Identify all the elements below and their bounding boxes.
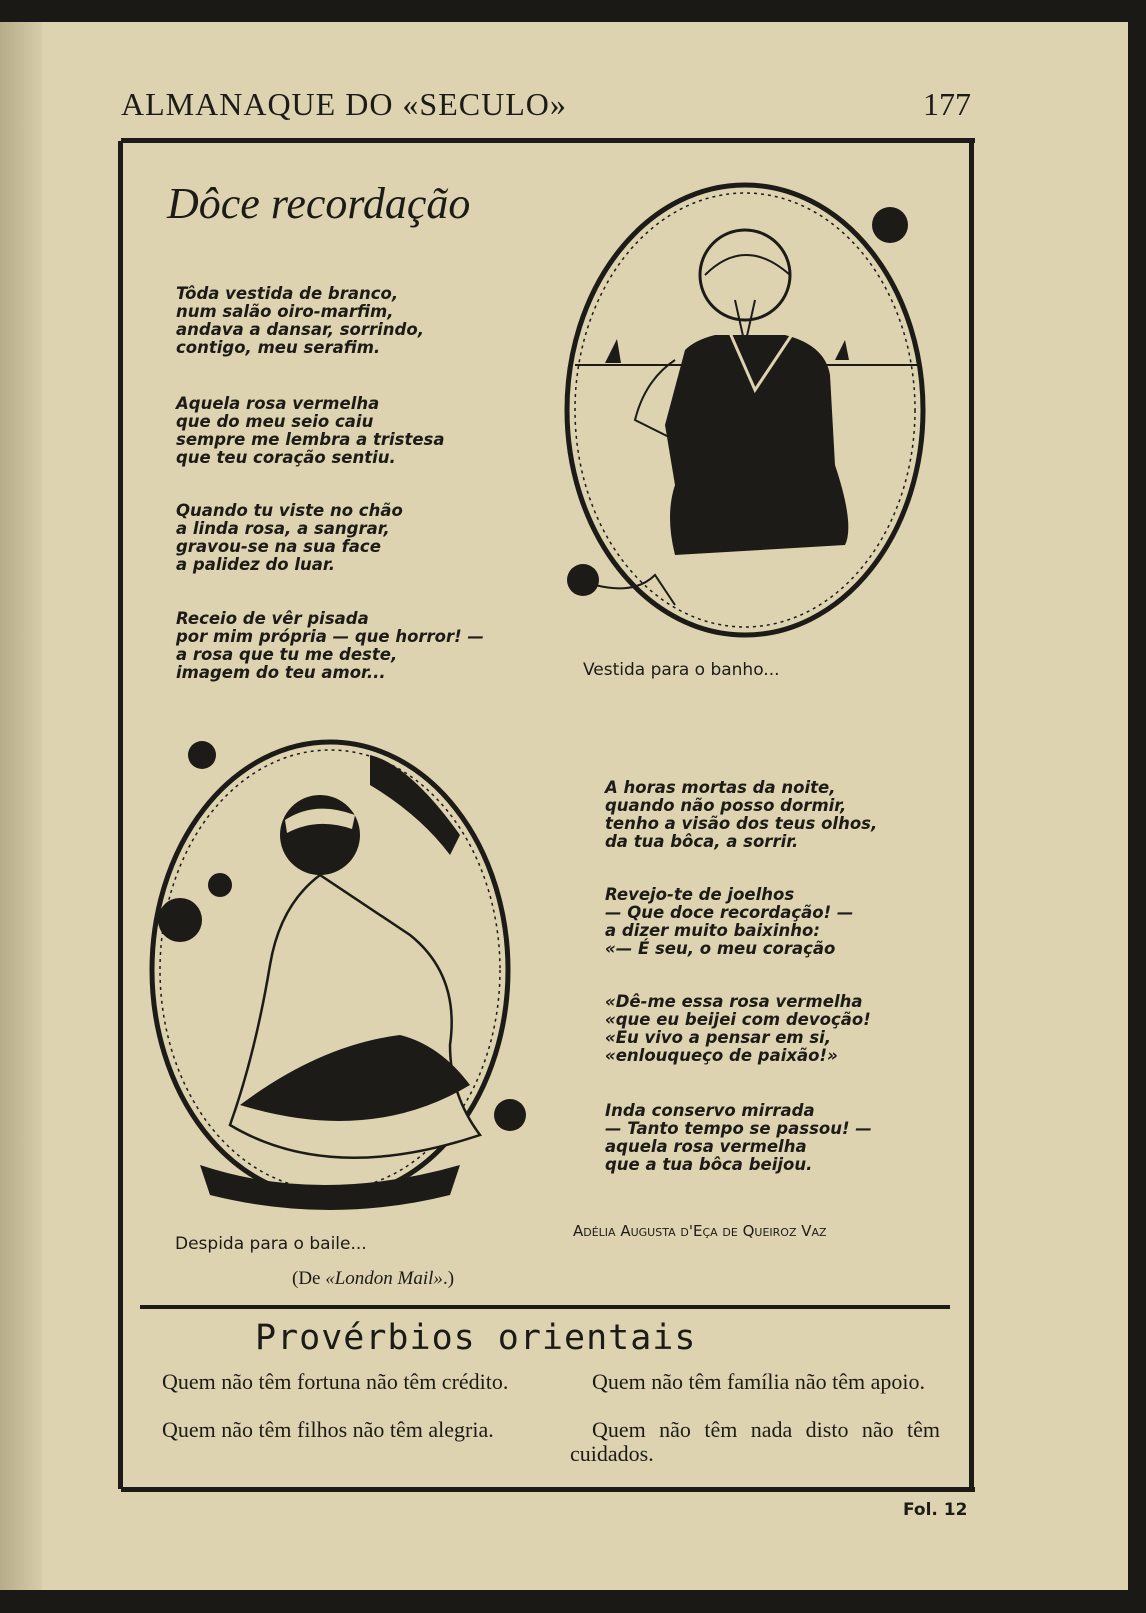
poem-line: Inda conservo mirrada — [605, 1101, 815, 1120]
proverbs-title: Provérbios orientais — [255, 1318, 697, 1358]
folio-mark: Fol. 12 — [903, 1500, 968, 1520]
poem-line: «Dê-me essa rosa vermelha — [605, 992, 863, 1011]
poem-stanza-6 — [605, 886, 853, 958]
credit-prefix: (De — [292, 1268, 326, 1289]
poem-line: «enlouqueço de paixão!» — [605, 1046, 838, 1065]
proverb-col-1-item-1: Quem não têm fortuna não têm crédito. — [162, 1369, 509, 1394]
poem-line: da tua bôca, a sorrir. — [605, 832, 799, 851]
credit-source: «London Mail» — [325, 1268, 443, 1289]
poem-line: aquela rosa vermelha — [605, 1137, 807, 1156]
poem-stanza-2 — [176, 395, 445, 467]
poem-line: que a tua bôca beijou. — [605, 1155, 813, 1174]
poem-title: Dôce recordação — [167, 179, 471, 228]
ball-gown-woman-illustration — [140, 735, 540, 1225]
poem-line: «Eu vivo a pensar em si, — [605, 1028, 832, 1047]
poem-line: que do meu seio caiu — [176, 412, 374, 431]
bathing-woman-illustration — [555, 180, 945, 660]
poem-line: a palidez do luar. — [176, 555, 335, 574]
poem-line: a rosa que tu me deste, — [176, 645, 398, 664]
poem-line: «— É seu, o meu coração — [605, 939, 836, 958]
poem-line: contigo, meu serafim. — [176, 338, 381, 357]
poem-line: gravou-se na sua face — [176, 537, 381, 556]
poem-author: Adélia Augusta d'Eça de Queiroz Vaz — [573, 1222, 827, 1240]
frame-top-rule — [121, 138, 975, 143]
poem-line: a linda rosa, a sangrar, — [176, 519, 390, 538]
poem-line: «que eu beijei com devoção! — [605, 1010, 871, 1029]
poem-line: Revejo-te de joelhos — [605, 885, 795, 904]
credit-suffix: .) — [442, 1268, 455, 1289]
proverb-col-2-item-2: Quem não têm nada disto não têm cuidados. — [570, 1417, 940, 1466]
poem-line: imagem do teu amor... — [176, 663, 386, 682]
running-header: ALMANAQUE DO «SECULO» — [121, 86, 567, 122]
poem-line: Aquela rosa vermelha — [176, 394, 380, 413]
poem-line: — Tanto tempo se passou! — — [605, 1119, 872, 1138]
poem-line: num salão oiro-marfim, — [176, 302, 394, 321]
poem-line: tenho a visão dos teus olhos, — [605, 814, 878, 833]
book-spine-shadow — [0, 22, 42, 1590]
proverb-col-2-item-1: Quem não têm família não têm apoio. — [592, 1369, 925, 1394]
frame-left-rule — [118, 141, 123, 1489]
poem-line: Quando tu viste no chão — [176, 501, 403, 520]
poem-line: Tôda vestida de branco, — [176, 284, 399, 303]
poem-stanza-5 — [605, 779, 877, 851]
poem-stanza-8 — [605, 1102, 872, 1174]
proverb-col-1-item-2: Quem não têm filhos não têm alegria. — [162, 1417, 494, 1442]
poem-line: quando não posso dormir, — [605, 796, 847, 815]
poem-stanza-1 — [176, 285, 424, 357]
poem-line: A horas mortas da noite, — [605, 778, 836, 797]
top-illustration-caption: Vestida para o banho... — [583, 660, 780, 680]
poem-line: — Que doce recordação! — — [605, 903, 854, 922]
poem-stanza-3 — [176, 502, 403, 574]
poem-stanza-7 — [605, 993, 871, 1065]
bottom-illustration-caption: Despida para o baile... — [175, 1234, 367, 1254]
frame-right-rule — [969, 141, 974, 1489]
poem-line: que teu coração sentiu. — [176, 448, 396, 467]
poem-line: por mim própria — que horror! — — [176, 627, 484, 646]
page-number: 177 — [923, 86, 971, 122]
poem-line: sempre me lembra a tristesa — [176, 430, 445, 449]
section-divider — [140, 1305, 950, 1309]
poem-line: a dizer muito baixinho: — [605, 921, 820, 940]
poem-stanza-4 — [176, 610, 484, 682]
frame-bottom-rule — [121, 1487, 975, 1492]
poem-line: Receio de vêr pisada — [176, 609, 369, 628]
illustration-credit — [292, 1268, 454, 1290]
poem-line: andava a dansar, sorrindo, — [176, 320, 424, 339]
